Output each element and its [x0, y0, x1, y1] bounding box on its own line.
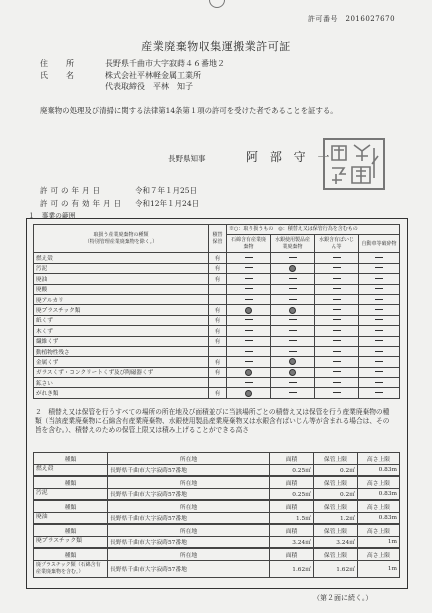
storage-area: 3.24㎡ — [270, 536, 314, 548]
dash-mark — [333, 288, 341, 289]
dash-mark — [375, 371, 383, 372]
storage-height-header: 高さ上限 — [358, 549, 400, 561]
double-circle-mark — [289, 307, 296, 314]
dash-mark — [245, 267, 253, 268]
issuer-name: 阿 部 守 一 — [246, 150, 334, 164]
storage-limit-header: 保管上限 — [314, 549, 358, 561]
storage-area-header: 面積 — [270, 453, 314, 465]
header-auto-shredder: 自動車等破砕物 — [359, 235, 400, 253]
scope-mark — [227, 346, 271, 356]
waste-type: 紙くず — [34, 315, 209, 325]
scope-mark — [359, 284, 400, 294]
waste-type: がれき類 — [34, 388, 209, 398]
scope-mark — [315, 263, 359, 273]
scope-row — [34, 378, 400, 388]
scope-mark — [271, 263, 315, 273]
dash-mark — [375, 309, 383, 310]
dash-mark — [333, 351, 341, 352]
scope-mark — [227, 388, 271, 398]
storage-height: 1m — [358, 536, 400, 548]
scope-row — [34, 346, 400, 356]
document-title: 産業廃棄物収集運搬業許可証 — [141, 40, 291, 53]
storage-area-header: 面積 — [270, 549, 314, 561]
scope-mark — [227, 315, 271, 325]
storage-area-header: 面積 — [270, 477, 314, 489]
permit-dates — [40, 184, 199, 210]
storage-location: 長野県千曲市大字寂蒔57番地 — [108, 512, 270, 524]
dash-mark — [289, 340, 297, 341]
dash-mark — [245, 288, 253, 289]
waste-type: 燃え殻 — [34, 253, 209, 263]
scope-mark — [315, 294, 359, 304]
scope-mark — [271, 274, 315, 284]
dash-mark — [375, 351, 383, 352]
dash-mark — [375, 257, 383, 258]
storage-type-header: 種類 — [34, 501, 108, 513]
dash-mark — [289, 392, 297, 393]
scope-row — [34, 326, 400, 336]
header-mercury-product: 水銀使用製品産業廃棄物 — [271, 235, 315, 253]
dash-mark — [333, 371, 341, 372]
name-label: 氏 名 — [40, 70, 79, 80]
scope-mark — [271, 253, 315, 263]
storage-limit: 1.62㎥ — [314, 560, 358, 577]
storage-height: 0.83m — [358, 464, 400, 476]
scope-mark — [359, 378, 400, 388]
storage-area: 0.25㎡ — [270, 488, 314, 500]
scope-mark — [271, 346, 315, 356]
scope-mark — [271, 357, 315, 367]
permit-date-label: 許可の年月日 — [40, 186, 103, 195]
double-circle-mark — [289, 265, 296, 272]
storage-flag — [209, 346, 227, 356]
storage-area: 1.5㎡ — [270, 512, 314, 524]
scope-mark — [359, 336, 400, 346]
scope-mark — [271, 315, 315, 325]
storage-height-header: 高さ上限 — [358, 477, 400, 489]
dash-mark — [245, 257, 253, 258]
storage-location: 長野県千曲市大字寂蒔57番地 — [108, 464, 270, 476]
header-waste-type: 取扱う産業廃棄物の種類 （特別管理産業廃棄物を除く。） — [34, 225, 209, 253]
scope-mark — [227, 357, 271, 367]
dash-mark — [289, 382, 297, 383]
dash-mark — [289, 257, 297, 258]
scope-row — [34, 336, 400, 346]
storage-location-header: 所在地 — [108, 477, 270, 489]
storage-area: 1.62㎡ — [270, 560, 314, 577]
scope-mark — [271, 378, 315, 388]
storage-height-header: 高さ上限 — [358, 453, 400, 465]
storage-location: 長野県千曲市大字寂蒔57番地 — [108, 560, 270, 577]
storage-type: 廃油 — [34, 512, 108, 524]
storage-flag: 有 — [209, 315, 227, 325]
dash-mark — [333, 361, 341, 362]
storage-location: 長野県千曲市大字寂蒔57番地 — [108, 488, 270, 500]
scope-mark — [359, 263, 400, 273]
scope-mark — [359, 367, 400, 377]
scope-table — [33, 224, 400, 399]
scope-mark — [271, 336, 315, 346]
dash-mark — [333, 267, 341, 268]
permit-number: 許可番号 2016027670 — [308, 15, 396, 23]
storage-flag: 有 — [209, 305, 227, 315]
dash-mark — [375, 340, 383, 341]
scope-row — [34, 284, 400, 294]
storage-height: 0.83m — [358, 512, 400, 524]
storage-limit: 0.2㎥ — [314, 488, 358, 500]
storage-height-header: 高さ上限 — [358, 525, 400, 537]
scope-mark — [359, 315, 400, 325]
double-circle-mark — [245, 369, 252, 376]
storage-limit: 3.24㎥ — [314, 536, 358, 548]
scope-mark — [227, 284, 271, 294]
double-circle-mark — [245, 390, 252, 397]
scope-mark — [227, 326, 271, 336]
waste-type: 鉱さい — [34, 378, 209, 388]
scope-mark — [271, 367, 315, 377]
dash-mark — [375, 278, 383, 279]
dash-mark — [245, 361, 253, 362]
scope-mark — [227, 274, 271, 284]
double-circle-mark — [289, 369, 296, 376]
storage-flag — [209, 294, 227, 304]
scope-mark — [315, 326, 359, 336]
section-1-title: １ 事業の範囲 — [28, 212, 76, 220]
header-asbestos: 石綿含有産業廃棄物 — [227, 235, 271, 253]
scope-mark — [315, 315, 359, 325]
scope-row — [34, 253, 400, 263]
scope-mark — [359, 274, 400, 284]
storage-site-table — [33, 476, 400, 500]
holder-address: 長野県千曲市大字寂蒔４６番地２ — [105, 59, 225, 68]
storage-site-table — [33, 548, 400, 578]
waste-type: 廃酸 — [34, 284, 209, 294]
scope-mark — [227, 378, 271, 388]
dash-mark — [375, 319, 383, 320]
storage-limit-header: 保管上限 — [314, 525, 358, 537]
scope-row — [34, 367, 400, 377]
scope-mark — [315, 253, 359, 263]
scope-mark — [227, 336, 271, 346]
scope-mark — [227, 305, 271, 315]
storage-height: 1m — [358, 560, 400, 577]
dash-mark — [289, 299, 297, 300]
storage-flag: 有 — [209, 263, 227, 273]
dash-mark — [333, 309, 341, 310]
scope-mark — [315, 346, 359, 356]
section-2-text: ２ 積替え又は保管を行うすべての場所の所在地及び面積並びに当該場所ごとの積替え又は保管を行う産業廃棄物の種類（当該産業廃棄物に石綿含有産業廃棄物、水銀使用製品産業廃棄物又は水銀含有ばいじん等が含まれる場合は、その旨を含む。）、積替えのための保管上限又は積み上げることができる高さ — [35, 408, 390, 435]
waste-type: 廃プラスチック類 — [34, 305, 209, 315]
scope-row — [34, 357, 400, 367]
double-circle-mark — [289, 358, 296, 365]
waste-type: 金属くず — [34, 357, 209, 367]
scope-mark — [359, 326, 400, 336]
scope-mark — [271, 305, 315, 315]
waste-type: 廃アルカリ — [34, 294, 209, 304]
scope-row — [34, 263, 400, 273]
scope-mark — [315, 284, 359, 294]
scope-mark — [359, 253, 400, 263]
waste-type: 廃油 — [34, 274, 209, 284]
storage-location-header: 所在地 — [108, 549, 270, 561]
storage-site-table — [33, 452, 400, 476]
storage-site-table — [33, 500, 400, 524]
holder-company: 株式会社平林軽金属工業所 — [105, 70, 201, 80]
storage-type: 廃プラスチック類（石綿含有産業廃棄物を含む。） — [34, 560, 108, 577]
storage-type: 燃え殻 — [34, 464, 108, 476]
scope-mark — [359, 357, 400, 367]
storage-type: 汚泥 — [34, 488, 108, 500]
scope-mark — [359, 346, 400, 356]
scope-row — [34, 388, 400, 398]
scope-mark — [227, 253, 271, 263]
scope-mark — [359, 305, 400, 315]
scope-mark — [227, 367, 271, 377]
scope-mark — [315, 305, 359, 315]
storage-area-header: 面積 — [270, 525, 314, 537]
dash-mark — [245, 319, 253, 320]
dash-mark — [333, 382, 341, 383]
storage-type: 廃プラスチック類 — [34, 536, 108, 548]
scope-mark — [227, 294, 271, 304]
storage-height: 0.83m — [358, 488, 400, 500]
storage-type-header: 種類 — [34, 453, 108, 465]
storage-flag: 有 — [209, 388, 227, 398]
storage-site-table — [33, 524, 400, 548]
address-label: 住 所 — [40, 59, 79, 68]
dash-mark — [375, 330, 383, 331]
storage-flag: 有 — [209, 326, 227, 336]
storage-location-header: 所在地 — [108, 453, 270, 465]
dash-mark — [375, 361, 383, 362]
expiry-date-label: 許可の有効年月日 — [40, 199, 124, 208]
storage-flag: 有 — [209, 367, 227, 377]
dash-mark — [333, 392, 341, 393]
waste-type: 木くず — [34, 326, 209, 336]
dash-mark — [333, 278, 341, 279]
waste-type: 繊維くず — [34, 336, 209, 346]
double-circle-mark — [245, 307, 252, 314]
waste-type: ガラスくず・コンクリートくず及び陶磁器くず — [34, 367, 209, 377]
scope-mark — [271, 388, 315, 398]
storage-type-header: 種類 — [34, 525, 108, 537]
continued-note: （第２面に続く。） — [313, 594, 373, 602]
dash-mark — [375, 267, 383, 268]
storage-height-header: 高さ上限 — [358, 501, 400, 513]
scope-row — [34, 315, 400, 325]
scope-mark — [227, 263, 271, 273]
dash-mark — [375, 392, 383, 393]
scope-mark — [359, 388, 400, 398]
scope-mark — [271, 294, 315, 304]
storage-location-header: 所在地 — [108, 501, 270, 513]
scope-legend: ※○：取り扱うもの ◎：積替え又は保管行為を含むもの — [227, 225, 400, 235]
scope-mark — [315, 367, 359, 377]
dash-mark — [333, 330, 341, 331]
storage-type-header: 種類 — [34, 477, 108, 489]
dash-mark — [289, 319, 297, 320]
storage-flag — [209, 378, 227, 388]
header-mercury-dust: 水銀含有ばいじん等 — [315, 235, 359, 253]
punch-hole — [209, 0, 225, 8]
storage-area-header: 面積 — [270, 501, 314, 513]
scope-mark — [315, 357, 359, 367]
dash-mark — [245, 278, 253, 279]
storage-limit-header: 保管上限 — [314, 477, 358, 489]
dash-mark — [375, 299, 383, 300]
scope-mark — [315, 378, 359, 388]
dash-mark — [245, 299, 253, 300]
storage-location-header: 所在地 — [108, 525, 270, 537]
dash-mark — [333, 319, 341, 320]
dash-mark — [333, 299, 341, 300]
holder-info — [40, 58, 225, 93]
storage-limit-header: 保管上限 — [314, 453, 358, 465]
waste-type: 汚泥 — [34, 263, 209, 273]
permit-date-value: 令和７年１月25日 — [135, 186, 198, 195]
dash-mark — [245, 330, 253, 331]
dash-mark — [245, 340, 253, 341]
storage-limit: 0.2㎥ — [314, 464, 358, 476]
official-seal — [318, 136, 390, 192]
dash-mark — [289, 288, 297, 289]
dash-mark — [245, 382, 253, 383]
scope-row — [34, 305, 400, 315]
scope-row — [34, 274, 400, 284]
scope-mark — [315, 388, 359, 398]
storage-flag: 有 — [209, 253, 227, 263]
storage-type-header: 種類 — [34, 549, 108, 561]
storage-flag — [209, 284, 227, 294]
scope-mark — [271, 284, 315, 294]
header-storage: 積替保管 — [209, 225, 227, 253]
storage-location: 長野県千曲市大字寂蒔57番地 — [108, 536, 270, 548]
dash-mark — [289, 330, 297, 331]
dash-mark — [289, 351, 297, 352]
dash-mark — [375, 382, 383, 383]
scope-mark — [315, 274, 359, 284]
expiry-date-value: 令和12年１月24日 — [135, 199, 200, 208]
scope-row — [34, 294, 400, 304]
dash-mark — [245, 351, 253, 352]
scope-mark — [359, 294, 400, 304]
storage-limit-header: 保管上限 — [314, 501, 358, 513]
dash-mark — [289, 278, 297, 279]
waste-type: 動植物性残さ — [34, 346, 209, 356]
dash-mark — [375, 288, 383, 289]
dash-mark — [333, 257, 341, 258]
dash-mark — [333, 340, 341, 341]
storage-flag: 有 — [209, 274, 227, 284]
holder-representative: 代表取締役 平林 知子 — [105, 82, 193, 91]
storage-limit: 1.2㎥ — [314, 512, 358, 524]
storage-area: 0.25㎡ — [270, 464, 314, 476]
storage-flag: 有 — [209, 357, 227, 367]
certification-statement: 廃棄物の処理及び清掃に関する法律第14条第１項の許可を受けた者であることを証する。 — [40, 106, 338, 115]
scope-mark — [271, 326, 315, 336]
storage-flag: 有 — [209, 336, 227, 346]
scope-mark — [315, 336, 359, 346]
issuer-title: 長野県知事 — [168, 154, 206, 163]
